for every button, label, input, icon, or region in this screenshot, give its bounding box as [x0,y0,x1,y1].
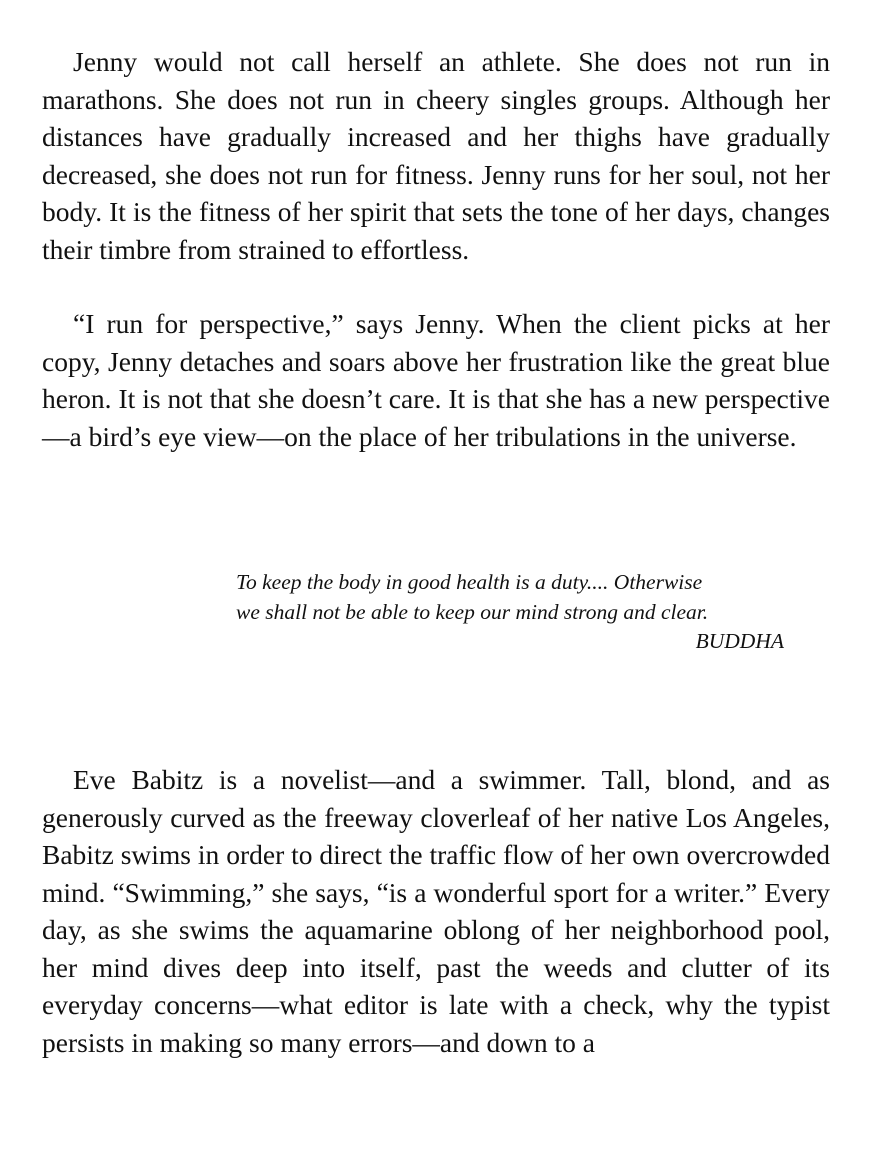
body-paragraph-eve-babitz: Eve Babitz is a novelist—and a swimmer. Tall, blond, and as generously curved as the freeway cloverleaf of her native Los Angeles, Babitz swims in order to direct the traffic flow of her own overcrowded mind. “Swimming,” she says, “is a wonderful sport for a writer.” Every day, as she swims the aquamarine oblong of her neighborhood pool, her mind dives deep into itself, past the weeds and clutter of its everyday concerns—what editor is late with a check, why the typist persists in making so many errors—and down to a [42,764,830,1058]
epigraph-attribution: BUDDHA [695,629,784,653]
body-paragraph-jenny-perspective: “I run for perspective,” says Jenny. When the client picks at her copy, Jenny detaches and soars above her frustration like the great blue heron. It is not that she doesn’t care. It is that she has a new perspective—a bird’s eye view—on the place of her tribulations in the universe. [42,308,830,452]
epigraph-line-2: we shall not be able to keep our mind strong and clear. [236,599,709,624]
body-paragraph-jenny-athlete: Jenny would not call herself an athlete. She does not run in marathons. She does not run in cheery singles groups. Although her distances have gradually increased and her thighs have gradually decreased, she does not run for fitness. Jenny runs for her soul, not her body. It is the fitness of her spirit that sets the tone of her days, changes their timbre from strained to effortless. [42,46,830,265]
epigraph-line-1: To keep the body in good health is a duty.... Otherwise [236,570,703,594]
epigraph-quote [236,568,784,657]
